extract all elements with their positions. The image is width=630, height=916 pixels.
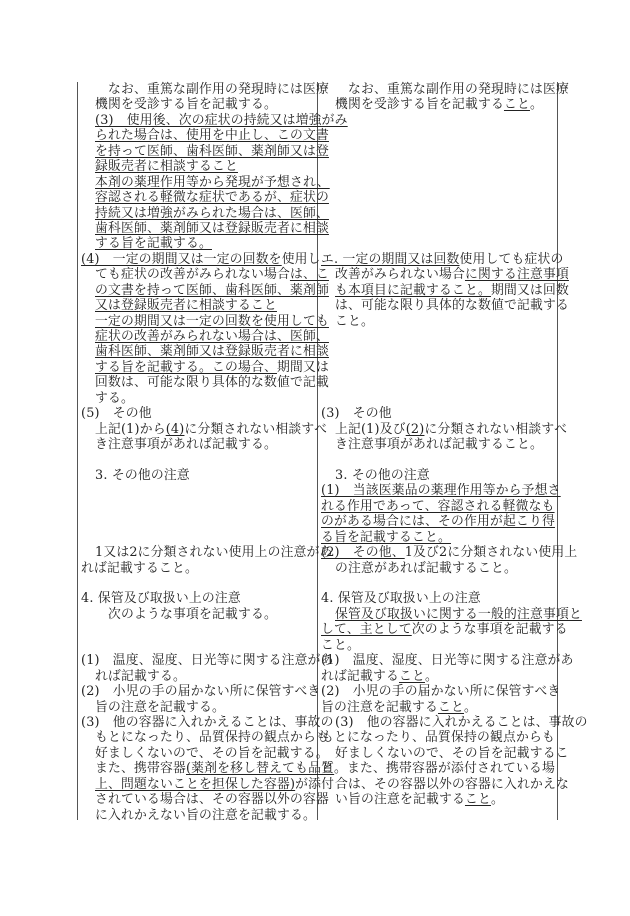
underlined-revision-segment: (4) <box>165 421 185 437</box>
underlined-revision-segment: を持って医師、歯科医師、薬剤師又は登 <box>95 143 329 159</box>
text-line <box>321 483 561 499</box>
blank-line <box>321 375 557 390</box>
underlined-revision-segment: する旨を記載する。 <box>95 236 212 252</box>
text-segment: 4. 保管及び取扱い上の注意 <box>81 591 241 607</box>
underlined-revision-segment: (薬剤を移し替えても品質 <box>185 761 335 777</box>
text-segment: 機関を受診する旨を記載する <box>335 97 504 113</box>
text-line <box>321 684 561 700</box>
underlined-revision-segment: エ. 一定の期間又は回数 <box>321 251 460 267</box>
text-segment: ても症状の改善がみられない場合 <box>95 267 290 283</box>
underlined-revision-segment: (1) 当該医薬品の薬理作用等から予想さ <box>321 483 561 499</box>
text-line <box>81 251 321 267</box>
text-segment: 上記(1)及び <box>335 421 406 437</box>
underlined-revision-segment: 症状の改善がみられない場合は、医師、 <box>95 329 329 344</box>
text-segment: に分類されない相談すべ <box>184 421 328 437</box>
text-line <box>81 205 329 221</box>
text-segment: 旨の注意を記載する。 <box>95 699 225 715</box>
underlined-revision-segment: こと <box>437 699 464 715</box>
underlined-revision-segment: (3) 使用後、次の症状の持続又は増強がみ <box>95 112 348 128</box>
text-line <box>81 112 348 128</box>
blank-line <box>321 159 557 174</box>
text-line <box>81 190 329 206</box>
text-line <box>321 545 578 561</box>
text-line <box>321 282 569 298</box>
text-segment: こと。 <box>321 637 360 653</box>
text-line <box>81 607 317 622</box>
text-line <box>81 406 317 421</box>
text-line <box>81 421 328 437</box>
text-segment: (3) その他 <box>321 406 392 422</box>
text-segment: 4. 保管及び取扱い上の注意 <box>321 591 481 607</box>
text-segment: れば記載する。 <box>95 668 186 684</box>
text-segment: 旨の注意を記載する <box>321 699 438 715</box>
text-line <box>321 606 582 622</box>
old-text-column <box>81 82 348 823</box>
text-line <box>81 745 329 761</box>
text-line <box>321 468 557 483</box>
underlined-revision-segment: 持続又は増強がみられた場合は、医師、 <box>95 205 329 221</box>
text-segment: 次のような事項を記載する <box>411 622 568 638</box>
text-segment: 好ましくないので、その旨を記載するこ <box>335 745 569 761</box>
text-segment: 使用し <box>281 251 321 267</box>
text-line <box>321 437 557 452</box>
text-line <box>81 545 333 561</box>
text-line <box>81 437 317 452</box>
text-segment: に入れかえない旨の注意を記載する。 <box>95 807 316 823</box>
underlined-revision-segment: 歯科医師、薬剤師又は登録販売者に相談 <box>95 220 329 236</box>
text-line <box>81 761 335 777</box>
text-segment: また、携帯容器 <box>95 761 186 777</box>
text-line <box>321 82 569 97</box>
text-line <box>81 684 321 700</box>
blank-line <box>321 221 557 236</box>
blank-line <box>81 622 317 637</box>
text-line <box>321 745 569 761</box>
underlined-revision-segment: も本項目に記載すること。 <box>335 282 491 298</box>
text-line <box>321 406 557 421</box>
text-line <box>321 314 557 329</box>
text-segment: 合は、その容器以外の容器に入れかえな <box>335 776 569 792</box>
underlined-revision-segment: こと <box>398 668 425 684</box>
text-segment: (1) 温度、湿度、日光等に関する注意があ <box>321 653 574 669</box>
underlined-revision-segment: (4) 一定の期間又は一定の回数を <box>81 251 282 267</box>
text-line <box>81 714 334 730</box>
text-segment: 。 <box>490 792 504 808</box>
underlined-revision-segment: る旨を記載すること。 <box>321 529 451 545</box>
text-segment: 3. その他の注意 <box>335 467 430 483</box>
underlined-revision-segment: する旨を記載する。この場合、 <box>95 359 277 375</box>
text-segment: 1及び2に分類されない使用上 <box>404 545 578 561</box>
text-line <box>81 730 329 746</box>
text-segment: (2) 小児の手の届かない所に保管すべき <box>81 684 321 700</box>
underlined-revision-segment: に関する注意事項 <box>464 267 569 283</box>
text-line <box>321 267 569 283</box>
underlined-revision-segment: のがある場合には、その作用が起こり得 <box>321 514 555 530</box>
text-segment: き注意事項があれば記載する。 <box>95 437 277 453</box>
text-line <box>321 97 557 112</box>
text-segment: されている場合は、その容器以外の容器 <box>95 792 329 808</box>
text-line <box>81 561 317 576</box>
text-line <box>81 375 329 391</box>
text-line <box>81 128 329 144</box>
text-segment: 使用しても症状の <box>459 251 564 267</box>
underlined-revision-segment: して、主として <box>321 622 412 638</box>
text-line <box>81 700 317 715</box>
blank-line <box>81 514 317 529</box>
blank-line <box>321 344 557 359</box>
text-line <box>321 730 557 745</box>
text-segment: は、可能な限り具体的な数値で記載する <box>335 298 569 314</box>
blank-line <box>321 113 557 128</box>
blank-line <box>81 576 317 591</box>
text-line <box>81 267 329 283</box>
text-line <box>81 792 329 808</box>
blank-line <box>321 190 557 205</box>
text-line <box>321 514 557 529</box>
new-text-column <box>321 82 588 808</box>
text-segment: の注意があれば記載すること。 <box>335 560 517 576</box>
text-segment: れば記載すること。 <box>81 560 198 576</box>
text-segment: もとになったり、品質保持の観点からも <box>321 730 555 746</box>
text-line <box>321 669 557 684</box>
text-line <box>81 359 329 375</box>
text-segment: (2) 小児の手の届かない所に保管すべき <box>321 684 561 700</box>
text-segment: き注意事項があれば記載すること。 <box>335 437 543 453</box>
text-line <box>81 220 329 236</box>
text-segment: 。 <box>424 668 438 684</box>
text-line <box>321 530 557 545</box>
text-segment: (1) 温度、湿度、日光等に関する注意があ <box>81 653 334 669</box>
text-line <box>81 159 317 174</box>
text-line <box>81 653 334 669</box>
text-line <box>81 591 317 606</box>
blank-line <box>321 453 557 468</box>
underlined-revision-segment: られた場合は、使用を中止し、この文書 <box>95 128 329 144</box>
blank-line <box>321 360 557 375</box>
underlined-revision-segment: 上、問題ないことを担保した容器) <box>95 776 296 792</box>
text-segment: 期間又は回数 <box>490 282 569 298</box>
text-line <box>81 143 329 159</box>
text-line <box>321 421 568 437</box>
text-segment: 上記(1)から <box>95 421 166 437</box>
text-segment: (5) その他 <box>81 406 152 422</box>
text-segment: する。 <box>95 390 134 406</box>
text-segment: なお、重篤な副作用の発現時には医療 <box>348 82 569 97</box>
text-segment: (3) 他の容器に入れかえることは、事故の <box>81 714 334 730</box>
blank-line <box>321 236 557 251</box>
text-line <box>81 82 329 97</box>
text-line <box>81 468 317 483</box>
text-line <box>321 714 588 730</box>
text-segment: 1又は2に分類されない使用上の注意があ <box>95 545 333 561</box>
text-line <box>321 761 557 776</box>
text-segment: に分類されない相談すべ <box>424 421 568 437</box>
underlined-revision-segment: 容認される軽微な症状であるが、症状の <box>95 190 329 206</box>
text-segment: (3) 他の容器に入れかえることは、事故の <box>335 714 588 730</box>
text-segment: 回数は、可能な限り具体的な数値で記載 <box>95 375 329 391</box>
underlined-revision-segment: (2) <box>405 421 425 437</box>
text-line <box>321 638 557 653</box>
text-segment: なお、重篤な副作用の発現時には医療 <box>108 82 329 97</box>
text-line <box>321 298 569 314</box>
text-segment: と。また、携帯容器が添付されている場 <box>321 761 555 777</box>
text-line <box>321 499 557 514</box>
blank-line <box>321 175 557 190</box>
text-line <box>81 776 335 792</box>
table-border-right <box>557 82 558 820</box>
text-line <box>81 669 317 684</box>
text-line <box>321 622 568 638</box>
text-line <box>81 298 317 313</box>
text-segment: が添付 <box>295 776 335 792</box>
underlined-revision-segment: (2) その他、 <box>321 545 405 561</box>
blank-line <box>321 329 557 344</box>
blank-line <box>321 206 557 221</box>
text-line <box>81 344 329 360</box>
text-line <box>81 97 317 112</box>
text-segment: 機関を受診する旨を記載する。 <box>95 97 277 113</box>
blank-line <box>81 530 317 545</box>
underlined-revision-segment: 一定の期間又は一定の回数を使用しても <box>95 313 329 329</box>
text-line <box>321 251 564 267</box>
underlined-revision-segment: こと <box>503 97 530 113</box>
underlined-revision-segment: れる作用であって、容認される軽微なも <box>321 498 555 514</box>
text-line <box>81 282 329 298</box>
underlined-revision-segment: 保管及び取扱いに関する一般的注意事項と <box>335 606 582 622</box>
text-line <box>321 792 557 807</box>
text-line <box>321 700 557 715</box>
blank-line <box>321 576 557 591</box>
text-segment: い旨の注意を記載する <box>335 792 465 808</box>
text-line <box>81 236 317 251</box>
underlined-revision-segment: こと <box>464 792 491 808</box>
text-segment: 期間又は <box>276 359 329 375</box>
text-segment: もとになったり、品質保持の観点からも <box>95 730 329 746</box>
blank-line <box>81 453 317 468</box>
blank-line <box>81 483 317 498</box>
text-segment: 。 <box>529 97 543 113</box>
text-line <box>321 561 557 576</box>
blank-line <box>321 391 557 406</box>
text-line <box>81 808 317 823</box>
text-segment: 3. その他の注意 <box>95 467 190 483</box>
underlined-revision-segment: 本剤の薬理作用等から発現が予想され、 <box>95 174 330 190</box>
text-line <box>81 174 330 190</box>
text-line <box>321 591 557 606</box>
text-line <box>81 329 329 344</box>
blank-line <box>81 499 317 514</box>
table-border-left <box>77 82 78 820</box>
text-line <box>321 653 574 669</box>
underlined-revision-segment: の文書を持って医師、歯科医師、薬剤師 <box>95 282 329 298</box>
text-segment: 。 <box>463 699 477 715</box>
text-line <box>81 391 317 406</box>
text-line <box>321 776 569 792</box>
text-segment: 好ましくないので、その旨を記載する。 <box>95 745 329 761</box>
underlined-revision-segment: 又は登録販売者に相談すること <box>95 298 277 314</box>
blank-line <box>321 144 557 159</box>
text-line <box>81 313 329 329</box>
text-segment: 次のような事項を記載する。 <box>108 606 277 622</box>
blank-line <box>81 638 317 653</box>
underlined-revision-segment: 録販売者に相談すること <box>95 159 238 175</box>
underlined-revision-segment: は、こ <box>289 267 329 283</box>
blank-line <box>321 128 557 143</box>
text-segment: れば記載する <box>321 668 399 684</box>
underlined-revision-segment: 歯科医師、薬剤師又は登録販売者に相談 <box>95 344 329 360</box>
text-segment: こと。 <box>335 313 374 329</box>
text-segment: 改善がみられない場合 <box>335 267 465 283</box>
